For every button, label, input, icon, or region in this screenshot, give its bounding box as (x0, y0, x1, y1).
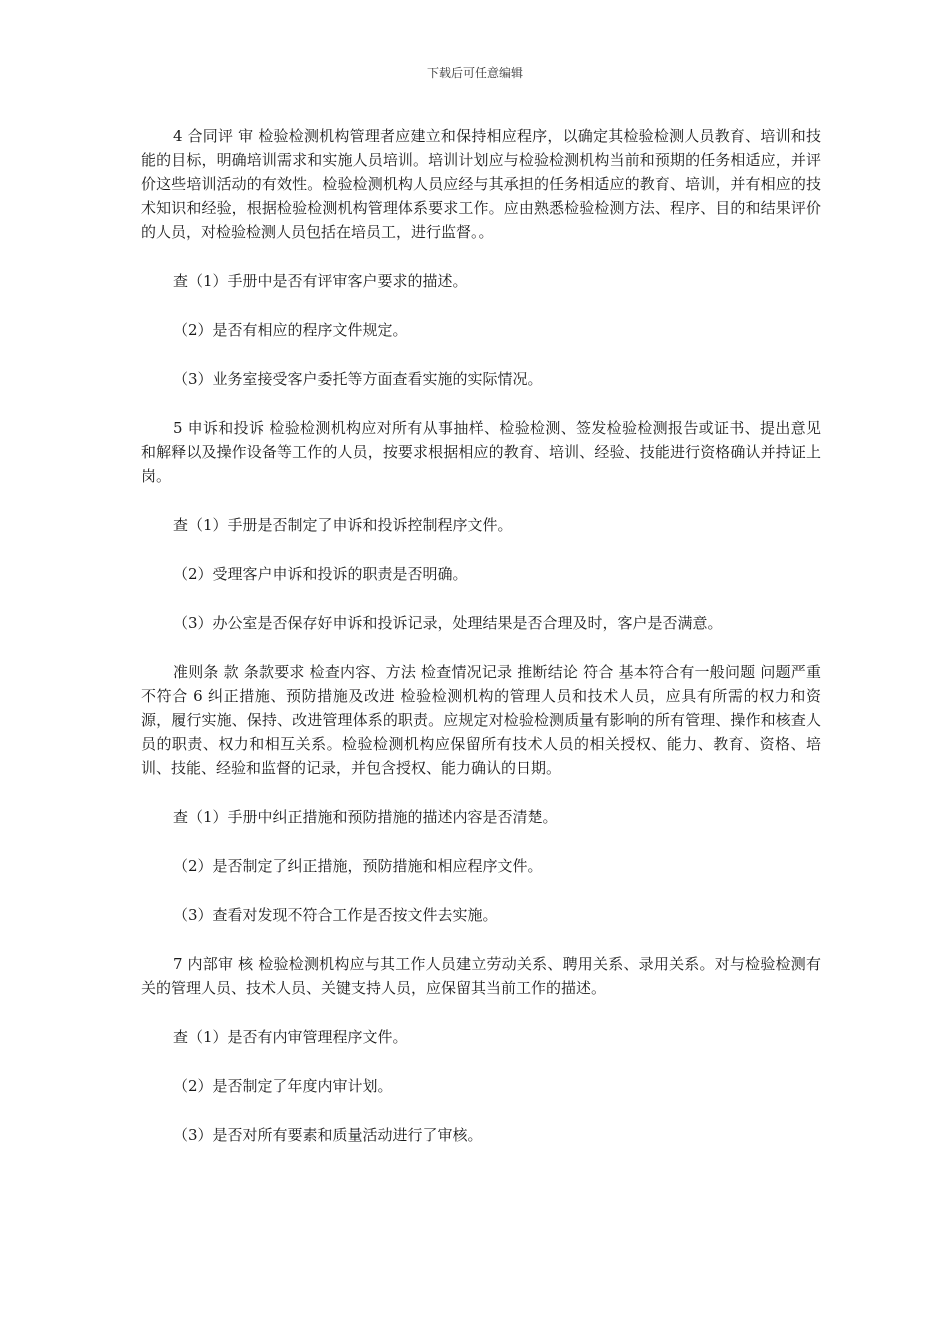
page-header: 下载后可任意编辑 (426, 66, 523, 80)
check-item: 查（1）手册中是否有评审客户要求的描述。 (173, 272, 468, 290)
check-item: （2）受理客户申诉和投诉的职责是否明确。 (173, 565, 468, 583)
check-item: （3）是否对所有要素和质量活动进行了审核。 (173, 1126, 483, 1144)
document-body (141, 124, 821, 1147)
section-4-paragraph: 4 合同评 审 检验检测机构管理者应建立和保持相应程序，以确定其检验检测人员教育、培训和技能的目标，明确培训需求和实施人员培训。培训计划应与检验检测机构当前和预期的任务相适应，并评价这些培训活动的有效性。检验检测机构人员应经与其承担的任务相适应的教育、培训，并有相应的技术知识和经验，根据检验检测机构管理体系要求工作。应由熟悉检验检测方法、程序、目的和结果评价的人员，对检验检测人员包括在培员工，进行监督。。 (141, 127, 821, 241)
check-item: （3）查看对发现不符合工作是否按文件去实施。 (173, 906, 498, 924)
check-item: 查（1）手册中纠正措施和预防措施的描述内容是否清楚。 (173, 808, 558, 826)
check-item: （2）是否制定了年度内审计划。 (173, 1077, 393, 1095)
section-5-paragraph: 5 申诉和投诉 检验检测机构应对所有从事抽样、检验检测、签发检验检测报告或证书、提出意见和解释以及操作设备等工作的人员，按要求根据相应的教育、培训、经验、技能进行资格确认并持证上岗。 (141, 419, 821, 485)
check-item: （3）业务室接受客户委托等方面查看实施的实际情况。 (173, 370, 543, 388)
check-item: （2）是否有相应的程序文件规定。 (173, 321, 408, 339)
check-item: （2）是否制定了纠正措施，预防措施和相应程序文件。 (173, 857, 543, 875)
check-item: （3）办公室是否保存好申诉和投诉记录，处理结果是否合理及时，客户是否满意。 (173, 614, 723, 632)
section-7-paragraph: 7 内部审 核 检验检测机构应与其工作人员建立劳动关系、聘用关系、录用关系。对与检验检测有关的管理人员、技术人员、关键支持人员，应保留其当前工作的描述。 (141, 955, 821, 997)
check-item: 查（1）手册是否制定了申诉和投诉控制程序文件。 (173, 516, 513, 534)
section-6-paragraph: 准则条 款 条款要求 检查内容、方法 检查情况记录 推断结论 符合 基本符合有一般问题 问题严重 不符合 6 纠正措施、预防措施及改进 检验检测机构的管理人员和技术人员，应具有所需的权力和资源，履行实施、保持、改进管理体系的职责。应规定对检验检测质量有影响的所有管理、操作和核查人员的职责、权力和相互关系。检验检测机构应保留所有技术人员的相关授权、能力、教育、资格、培训、技能、经验和监督的记录，并包含授权、能力确认的日期。 (141, 663, 821, 777)
check-item: 查（1）是否有内审管理程序文件。 (173, 1028, 408, 1046)
